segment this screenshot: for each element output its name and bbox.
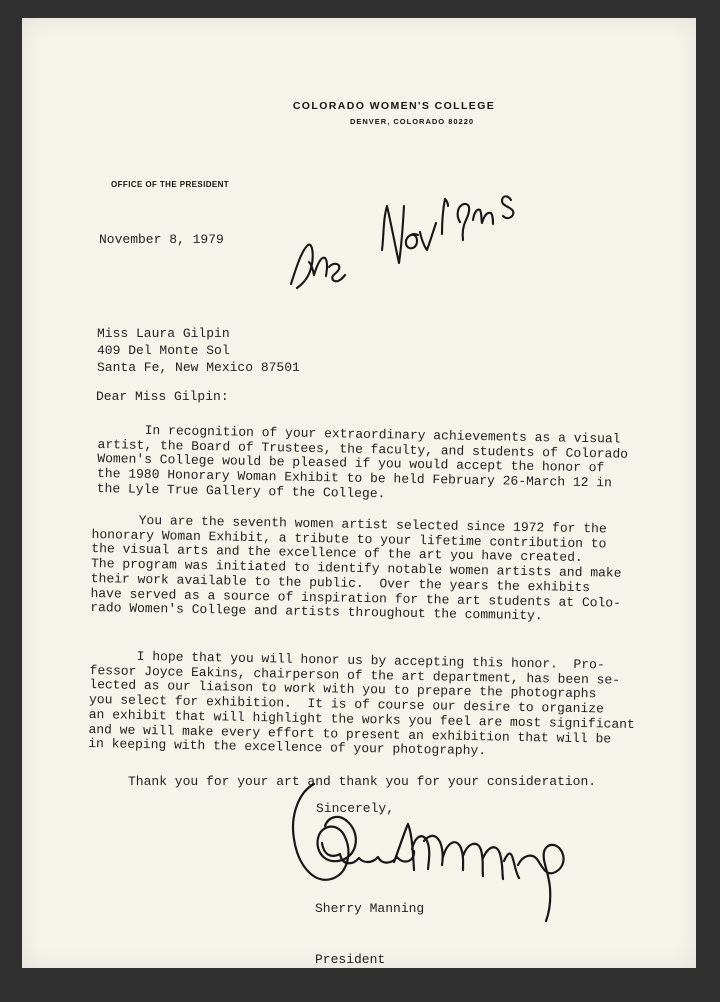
body-paragraph-3: I hope that you will honor us by accepting this honor. Pro- fessor Joyce Eakins, chairperson of the art department, has been se- lected as our liaison to work with you to prepare the photographs you select for exhibition. It is of course our desire to organize an exhibit that will highlight the works you feel are most significant and we will make every effort to present an exhibition that will be in keeping with the excellence of your photography. bbox=[88, 648, 635, 759]
body-paragraph-1: In recognition of your extraordinary achievements as a visual artist, the Board of Trustees, the faculty, and students of Colorado Women's College would be pleased if you would accept the honor of the 1980 Honorary Woman Exhibit to be held February 26-March 12 in the Lyle True Gallery of the College. bbox=[96, 422, 629, 502]
letter-page bbox=[22, 18, 696, 968]
college-address: DENVER, COLORADO 80220 bbox=[349, 117, 475, 126]
college-name: COLORADO WOMEN'S COLLEGE bbox=[292, 100, 496, 112]
recipient-address: Miss Laura Gilpin 409 Del Monte Sol Santa Fe, New Mexico 87501 bbox=[97, 326, 300, 375]
signer-title: President bbox=[315, 952, 386, 967]
signer-name: Sherry Manning bbox=[315, 901, 425, 916]
signature-block bbox=[315, 866, 424, 1002]
letterhead bbox=[22, 100, 696, 126]
letter-date: November 8, 1979 bbox=[99, 232, 224, 247]
complimentary-close: Sincerely, bbox=[316, 801, 395, 816]
office-heading: OFFICE OF THE PRESIDENT bbox=[111, 180, 230, 189]
closing-thanks: Thank you for your art and thank you for your consideration. bbox=[128, 774, 597, 789]
salutation: Dear Miss Gilpin: bbox=[96, 389, 229, 404]
body-paragraph-2: You are the seventh women artist selected since 1972 for the honorary Woman Exhibit, a tribute to your lifetime contribution to the visual arts and the excellence of the art you have created. The program was initiated to identify notable women artists and make their work available to the public. Over the years the exhibits have served as a source of inspiration for the art students at Colo- rado Women's College and artists throughout the community. bbox=[90, 512, 622, 624]
